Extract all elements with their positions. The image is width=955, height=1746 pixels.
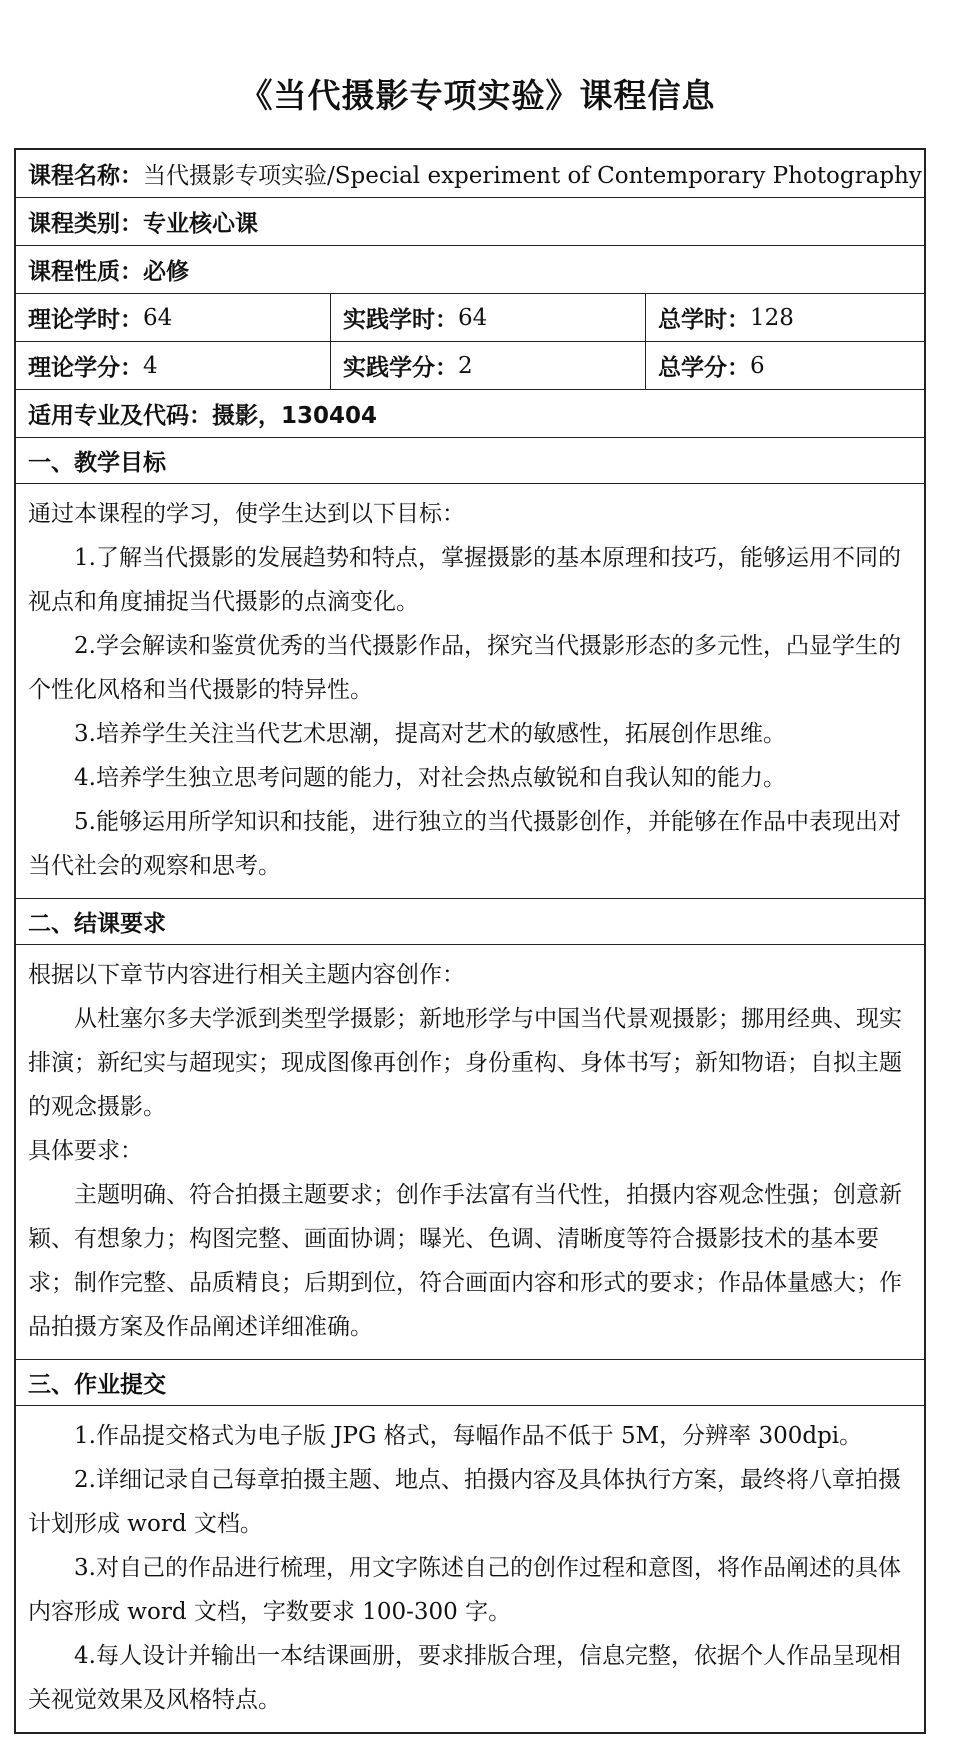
submission-item: 4.每人设计并输出一本结课画册，要求排版合理，信息完整，依据个人作品呈现相关视觉效果及风格特点。 xyxy=(28,1643,901,1713)
course-name-row xyxy=(16,150,924,198)
goal-item: 5.能够运用所学知识和技能，进行独立的当代摄影创作，并能够在作品中表现出对当代社会的观察和思考。 xyxy=(28,809,901,879)
total-hours-label: 总学时： xyxy=(658,307,750,333)
theory-hours-label: 理论学时： xyxy=(28,307,143,333)
major-value: 摄影，130404 xyxy=(212,403,378,429)
major-label: 适用专业及代码： xyxy=(28,403,212,429)
goal-item: 3.培养学生关注当代艺术思潮，提高对艺术的敏感性，拓展创作思维。 xyxy=(74,721,786,747)
course-nature-value: 必修 xyxy=(143,259,189,285)
submission-item: 1.作品提交格式为电子版 JPG 格式，每幅作品不低于 5M，分辨率 300dpi。 xyxy=(74,1423,863,1449)
submission-heading: 三、作业提交 xyxy=(16,1360,924,1406)
practice-hours-value: 64 xyxy=(458,304,488,331)
practice-hours-cell xyxy=(330,294,645,341)
course-name-label: 课程名称： xyxy=(28,163,143,189)
course-category-row xyxy=(16,198,924,246)
theory-credits-cell xyxy=(16,342,330,389)
specific-requirements-label: 具体要求： xyxy=(28,1138,143,1164)
total-hours-value: 128 xyxy=(750,304,794,331)
submission-item: 3.对自己的作品进行梳理，用文字陈述自己的创作过程和意图，将作品阐述的具体内容形成 word 文档，字数要求 100-300 字。 xyxy=(28,1555,901,1625)
total-credits-value: 6 xyxy=(750,352,765,379)
theory-credits-label: 理论学分： xyxy=(28,355,143,381)
goal-item: 2.学会解读和鉴赏优秀的当代摄影作品，探究当代摄影形态的多元性，凸显学生的个性化风格和当代摄影的特异性。 xyxy=(28,633,901,703)
total-hours-cell xyxy=(645,294,924,341)
goals-heading: 一、教学目标 xyxy=(16,438,924,484)
theory-hours-cell xyxy=(16,294,330,341)
submission-body xyxy=(16,1406,924,1732)
practice-credits-cell xyxy=(330,342,645,389)
submission-item: 2.详细记录自己每章拍摄主题、地点、拍摄内容及具体执行方案，最终将八章拍摄计划形成 word 文档。 xyxy=(28,1467,901,1537)
hours-row xyxy=(16,294,924,342)
total-credits-label: 总学分： xyxy=(658,355,750,381)
page-title: 《当代摄影专项实验》课程信息 xyxy=(239,76,716,115)
total-credits-cell xyxy=(645,342,924,389)
practice-hours-label: 实践学时： xyxy=(343,307,458,333)
goals-body xyxy=(16,484,924,899)
goal-item: 1.了解当代摄影的发展趋势和特点，掌握摄影的基本原理和技巧，能够运用不同的视点和角度捕捉当代摄影的点滴变化。 xyxy=(28,545,901,615)
requirements-intro: 根据以下章节内容进行相关主题内容创作： xyxy=(28,962,465,988)
practice-credits-value: 2 xyxy=(458,352,473,379)
requirements-topics: 从杜塞尔多夫学派到类型学摄影；新地形学与中国当代景观摄影；挪用经典、现实排演；新纪实与超现实；现成图像再创作；身份重构、身体书写；新知物语；自拟主题的观念摄影。 xyxy=(28,1006,902,1120)
course-nature-row xyxy=(16,246,924,294)
course-category-label: 课程类别： xyxy=(28,211,143,237)
theory-hours-value: 64 xyxy=(143,304,173,331)
course-info-table xyxy=(14,148,926,1734)
course-name-value: 当代摄影专项实验/Special experiment of Contemporary Photography xyxy=(143,163,922,189)
theory-credits-value: 4 xyxy=(143,352,158,379)
requirements-heading: 二、结课要求 xyxy=(16,899,924,945)
requirements-body xyxy=(16,945,924,1360)
course-category-value: 专业核心课 xyxy=(143,211,258,237)
course-nature-label: 课程性质： xyxy=(28,259,143,285)
goal-item: 4.培养学生独立思考问题的能力，对社会热点敏锐和自我认知的能力。 xyxy=(74,765,786,791)
goals-intro: 通过本课程的学习，使学生达到以下目标： xyxy=(28,501,465,527)
practice-credits-label: 实践学分： xyxy=(343,355,458,381)
specific-requirements-text: 主题明确、符合拍摄主题要求；创作手法富有当代性，拍摄内容观念性强；创意新颖、有想象力；构图完整、画面协调；曝光、色调、清晰度等符合摄影技术的基本要求；制作完整、品质精良；后期到位，符合画面内容和形式的要求；作品体量感大；作品拍摄方案及作品阐述详细准确。 xyxy=(28,1182,902,1340)
credits-row xyxy=(16,342,924,390)
major-row xyxy=(16,390,924,438)
